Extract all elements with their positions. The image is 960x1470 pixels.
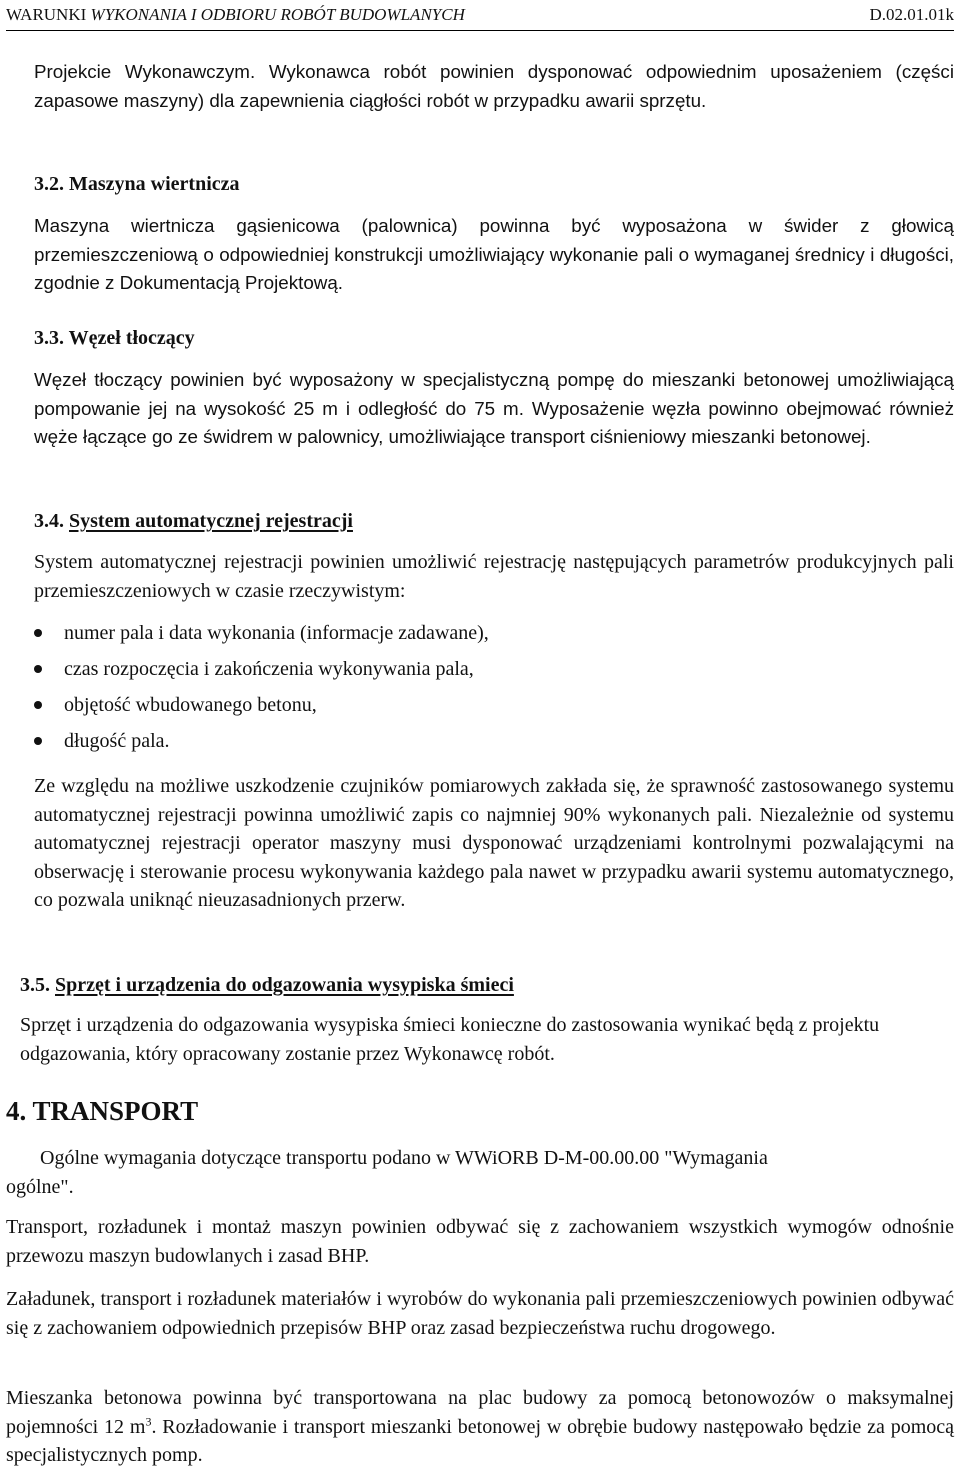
- bullet-dot-icon: [34, 665, 42, 673]
- paragraph-degassing: Sprzęt i urządzenia do odgazowania wysypiska śmieci konieczne do zastosowania wynikać będą z projektu odgazowania, który opracowany zostanie przez Wykonawcę robót.: [20, 1014, 880, 1065]
- list-item-text: długość pala.: [64, 730, 170, 752]
- list-item-text: czas rozpoczęcia i zakończenia wykonywania pala,: [64, 658, 474, 680]
- bullet-list: [34, 618, 914, 762]
- document-code: D.02.01.01k: [869, 5, 954, 24]
- paragraph-intro: Projekcie Wykonawczym. Wykonawca robót powinien dysponować odpowiednim uposażeniem (części zapasowe maszyny) dla zapewnienia ciągłości robót w przypadku awarii sprzętu.: [34, 61, 954, 111]
- list-item: [34, 654, 914, 690]
- heading-section-3-5: [20, 971, 920, 1000]
- heading-section-4: 4. TRANSPORT: [6, 1096, 199, 1126]
- paragraph-transport-materials: Załadunek, transport i rozładunek materiałów i wyrobów do wykonania pali przemieszczeniowych powinien odbywać się z zachowaniem odpowiednich przepisów BHP oraz zasad bezpieczeństwa ruchu drogowego.: [6, 1288, 954, 1339]
- page-header: [6, 0, 954, 31]
- document-title-italic: WYKONANIA I ODBIORU ROBÓT BUDOWLANYCH: [90, 5, 465, 24]
- list-item: [34, 690, 914, 726]
- paragraph-sensors: Ze względu na możliwe uszkodzenie czujników pomiarowych zakłada się, że sprawność zastosowanego systemu automatycznej rejestracji powinna umożliwić zapis co najmniej 90% wykonanych pali. Niezależnie od systemu automatycznej rejestracji operator maszyny musi dysponować urządzeniami kontrolnymi pozwalającymi na obserwację i sterowanie procesu wykonywania każdego pala nawet w przypadku awarii systemu automatycznego, co pozwala uniknąć nieuzasadnionych przerw.: [34, 775, 954, 911]
- bullet-dot-icon: [34, 701, 42, 709]
- heading-number: 3.4.: [34, 510, 64, 532]
- list-item: [34, 618, 914, 654]
- heading-title: Maszyna wiertnicza: [69, 173, 240, 195]
- heading-number: 3.2.: [34, 173, 64, 195]
- concrete-text-part2: . Rozładowanie i transport mieszanki betonowej w obrębie budowy następowało będzie za pomocą specjalistycznych pomp.: [6, 1415, 954, 1466]
- paragraph-registration: System automatycznej rejestracji powinien umożliwić rejestrację następujących parametrów produkcyjnych pali przemieszczeniowych w czasie rzeczywistym:: [34, 551, 954, 602]
- heading-number: 3.5.: [20, 974, 50, 996]
- paragraph-transport-machines: Transport, rozładunek i montaż maszyn powinien odbywać się z zachowaniem wszystkich wymogów odnośnie przewozu maszyn budowlanych i zasad BHP.: [6, 1216, 954, 1267]
- document-title-upright: WARUNKI: [6, 5, 91, 24]
- heading-number: 3.3.: [34, 327, 64, 349]
- heading-title: Węzeł tłoczący: [68, 327, 195, 349]
- heading-section-3-4: [34, 507, 934, 536]
- list-item: [34, 726, 914, 762]
- list-item-text: numer pala i data wykonania (informacje zadawane),: [64, 622, 489, 644]
- paragraph-concrete-transport: [6, 1384, 954, 1470]
- bullet-dot-icon: [34, 737, 42, 745]
- paragraph-pump: Węzeł tłoczący powinien być wyposażony w specjalistyczną pompę do mieszanki betonowej umożliwiającą pompowanie jej na wysokość 25 m i odległość do 75 m. Wyposażenie węzła powinno obejmować również węże łączące go ze świdrem w palownicy, umożliwiające transport ciśnieniowy mieszanki betonowej.: [34, 369, 954, 447]
- heading-section-3-3: [34, 324, 934, 353]
- bullet-dot-icon: [34, 629, 42, 637]
- concrete-text-part1: Mieszanka betonowa powinna być transportowana na plac budowy za pomocą betonowozów o maksymalnej pojemności 12 m: [6, 1387, 954, 1438]
- heading-title: System automatycznej rejestracji: [69, 510, 353, 532]
- document-title: [6, 0, 465, 30]
- heading-title: Sprzęt i urządzenia do odgazowania wysypiska śmieci: [55, 974, 514, 996]
- paragraph-machine: Maszyna wiertnicza gąsienicowa (palownica) powinna być wyposażona w świder z głowicą przemieszczeniową o odpowiedniej konstrukcji umożliwiający wykonanie pali o wymaganej średnicy i długości, zgodnie z Dokumentacją Projektową.: [34, 215, 954, 293]
- concrete-superscript: 3: [145, 1413, 152, 1428]
- list-item-text: objętość wbudowanego betonu,: [64, 694, 317, 716]
- heading-section-3-2: [34, 170, 934, 199]
- paragraph-transport-general: Ogólne wymagania dotyczące transportu podano w WWiORB D-M-00.00.00 "Wymagania ogólne".: [6, 1147, 768, 1198]
